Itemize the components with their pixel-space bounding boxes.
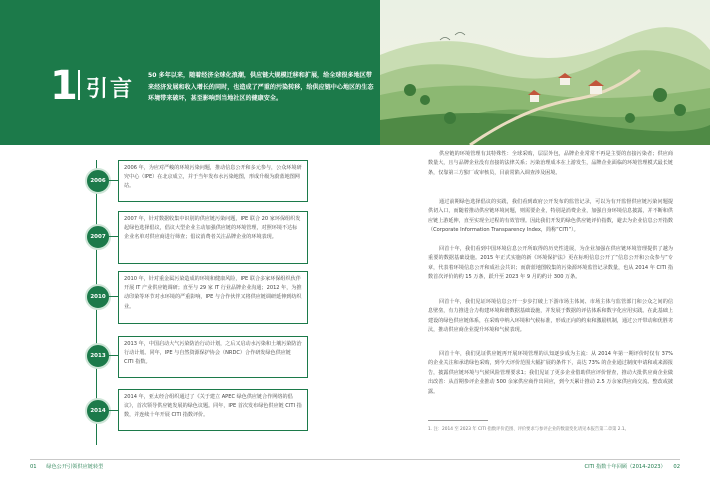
timeline-year-2006: 2006 (85, 168, 111, 194)
timeline-connector (109, 410, 118, 411)
page-number-left: 01 (30, 464, 37, 470)
timeline-year-2014: 2014 (85, 398, 111, 424)
footnote-divider (428, 420, 488, 421)
timeline-connector (109, 355, 118, 356)
footnote: 1. 注：2014 至 2023 年 CITI 指数评价范围、评价要求与参评企业的数量变化请见本报告第二章第 2.1。 (428, 427, 629, 432)
chapter-banner (0, 0, 710, 145)
footer-left (30, 463, 103, 470)
timeline-entry: 2006 年，为应对严峻的环境污染问题，推动信息公开和多元参与，公众环境研究中心（IPE）在北京成立，并于当年发布水污染地图，形成升级为蔚蓝地图网站。 (118, 160, 308, 202)
timeline-year-2013: 2013 (85, 343, 111, 369)
timeline-entry: 2007 年，针对数据收集中识别的供应链污染问题，IPE 联合 20 家环保组织发起绿色选择倡议，倡议大型企业主动加强供应链的环境管理，对照环境不达标企业名单对供应商进行筛查；倡议消费者关注品牌企业的环境表现。 (118, 211, 308, 264)
chapter-intro: 50 多年以来，随着经济全球化浪潮，供应链大规模迁移和扩展，给全球很多地区带来经济发展和收入增长的同时，也造成了严重的污染转移，给供应链中心地区的生态环境带来破坏，甚至影响到当地社区的健康安全。 (148, 72, 374, 102)
chapter-divider (78, 70, 80, 100)
chapter-number: 1 (50, 63, 78, 109)
body-paragraph: 回首十年，我们见证环境信息公开一步步打破上下游市场主体间、市场主体与监管部门和公众之间的信息壁垒，有力推进合力构建环境和谐数据基础设施，并发展于数据的评估体系和数字化应用实践。在此基础上建设的绿色供应链体系，在采购中纳入环境和气候标准，形成正向的约束和激励机制，通过公开带动和优胜劣汰，推动供应商企业提升环境和气候表现。 (428, 299, 673, 334)
timeline-entry: 2014 年，亚太经合组织通过了《关于建立 APEC 绿色供应链合作网络的倡议》，首次领导供应链发展的绿色议题。同年，IPE 首次发布绿色供应链 CITI 指数，并连续十年开展 CITI 指数评价。 (118, 389, 308, 431)
timeline-entry: 2010 年，针对重金属污染造成的环境和健康风险，IPE 联合多家环保组织伙伴开展 IT 产业供应链调研；直至与 29 家 IT 行业品牌企业沟通；2012 年，为推动印染等环节对水环境的严重影响，IPE 与合作伙伴又将供应链调研延伸到纺织业。 (118, 271, 308, 324)
timeline-connector (109, 236, 118, 237)
body-paragraph: 回首十年，我们看到中国环境信息公开所取得的历史性进展，为企业加强在供应链环境管理提供了越为重要的数据基础设施。2015 年正式实施的新《环境保护法》更在标明信息公开了“信息公开和公众参与”专章，代表着环境信息公开和成社会共识；而蔚蓝地图收集的污染源环境监管记录数量，也从 2014 年 CITI 指数首次评价的约 15 万条，跃升至 2023 年 9 月的约计 300 万条。 (428, 246, 673, 281)
timeline-year-2007: 2007 (85, 224, 111, 250)
footer-report-subtitle: CITI 指数十年回顾（2014-2023） (584, 464, 666, 470)
timeline-connector (109, 296, 118, 297)
body-paragraph: 供应链的环境管理有其特殊性：全球采购，层层外包，品牌企业常常不再是主要的直接污染者；供应商数量大，且与品牌企业没有直接的法律关系；污染治理成本在上游发生，品牌企业面临的环境管理模式最长链条，仅靠第三方独厂或审核员，目前常陷入调查涉及困境。 (428, 151, 673, 176)
timeline-connector (109, 180, 118, 181)
footer-right (584, 463, 680, 470)
chapter-title: 引言 (86, 77, 135, 102)
timeline-entry: 2013 年，中国启动大气污染防治行动计划，之后又启动水污染和土壤污染防治行动计划。同年，IPE 与自然资源保护协会（NRDC）合作研发绿色供应链 CITI 指数。 (118, 336, 308, 378)
body-paragraph: 回首十年，我们见证供应链再开展环境管理的认知逐步成为主流：从 2014 年第一期评价时仅有 37% 的企业关注和承诺绿色采购，到今天评价范围大幅扩展的条件下，高达 73% 的企业通过制度申请和或来源报告，披露供应链环境与气候风险管理要求1；我们见证了更多企业借助供应评价督查，推动大批供应商企业做出改善：从首期参评企业推动 500 余家供应商作出回应，到今天累计推动 2.5 万余家供应商交流、整改或披露。 (428, 351, 673, 395)
landscape-svg (380, 0, 710, 145)
footer-divider (30, 459, 680, 460)
footer-report-title: 绿色公开引领供应链转型 (46, 464, 104, 470)
timeline-year-2010: 2010 (85, 284, 111, 310)
landscape-illustration (380, 0, 710, 145)
page-number-right: 02 (673, 464, 680, 470)
body-paragraph: 通过前期绿色选择倡议的实践，我们看到政府公开发布的监管记录，可以为有开监督供应链污染问题提供切入口，而随着推动供应链环境问题，则需要企业，特别是消费企业，加强自身环境信息披露，并不断和供应链上游延伸，直至实现全过程的有效管理。因此我们开发的绿色供应链评价指数，避去为企业信息公开指数（Corporate Information Transparency Index，简称“CITI”）。 (428, 199, 673, 234)
